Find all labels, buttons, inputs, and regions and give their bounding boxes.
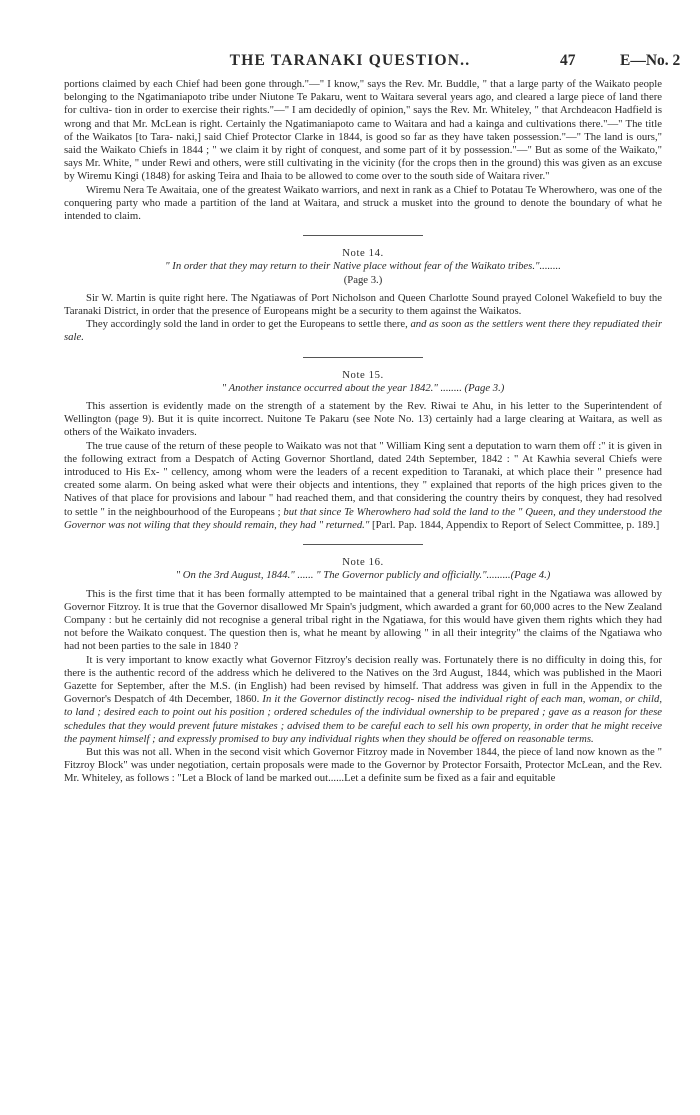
note-15: [64, 369, 662, 532]
section-divider: [303, 357, 423, 358]
emphasized-text: but that since Te Wherowhero had sold the land to the " Queen, and they understood the Governor was not wiling that they should remain, they had " returned.": [64, 505, 662, 531]
text-run: They accordingly sold the land in order to get the Europeans to settle there,: [86, 318, 411, 331]
page-number: 47: [560, 52, 576, 69]
section-divider: [303, 235, 423, 236]
note-paragraph: [64, 440, 662, 532]
note-title: Note 14.: [342, 247, 384, 260]
note-paragraph: [64, 654, 662, 746]
note-paragraph: But this was not all. When in the second visit which Governor Fitzroy made in November 1844, the piece of land now known as the " Fitzroy Block" was under negotiation, certain proposals were made to the Governor by Protector Forsaith, Protector McLean, and the Rev. Mr. Whiteley, as follows : "Let a Block of land be marked out......Let a definite sum be fixed as a fair and equitable: [64, 745, 662, 785]
note-title: Note 16.: [342, 556, 384, 569]
text-run: The true cause of the return of these people to Waikato was not that " William King sent a deputation to warn them off :" it is given in the following extract from a Despatch of Acting Governor Shortland, dated 24th September, 1842 : " At Kawhia several Chiefs were introduced to His Ex- " cellency, among whom were the leaders of a recent expedition to Taranaki, at which place their " presence had created some alarm. On being asked what were their objects and intentions, they " explained that reports of the high prices given to the Natives of that place for provisions and labour " had reached them, and that considering the country theirs by conquest, they had resolved to settle " in the neighbourhood of the Europeans ;: [64, 439, 662, 518]
intro-paragraph-1: portions claimed by each Chief had been gone through."—" I know," says the Rev. Mr. Buddle, " that a large party of the Waikato people belonging to the Ngatimaniapoto tribe under Niutone Te Pakaru, went to Waitara several years ago, and cleared a large piece of land there for cultiva- tion in order to exercise their rights."—" I am decidedly of opinion," says the Rev. Mr. Whiteley, " that Archdeacon Hadfield is wrong and that Mr. McLean is right. Certainly the Ngatimaniapoto came to Waitara and had a kainga and cultivations there."—" The title of the Waikatos [to Tara- naki,] said Chief Protector Clarke in 1844, is good so far as they have taken possession."—" The land is ours," said the Waikato Chiefs in 1844 ; " we claim it by right of conquest, and some part of it by possession."—" But as some of the Waikato," says Mr. White, " under Rewi and others, were still cultivating in the vicinity (for the crops then in the ground) this was given as an excuse by Wiremu Kingi (1848) for asking Teira and Ihaia to be allowed to come over to the south side of Waitara river.": [64, 78, 662, 183]
note-14: [64, 247, 662, 344]
section-divider: [303, 544, 423, 545]
note-page-ref: (Page 3.): [343, 273, 383, 286]
page-header: [0, 52, 700, 72]
note-quote: " On the 3rd August, 1844." ...... " The Governor publicly and officially.".........(Page 4.): [175, 569, 551, 582]
emphasized-text: In it the Governor distinctly recog- nised the individual right of each man, woman, or child, to land ; desired each to point out his position ; ordered schedules of the individual ownership to be prepared ; gave as a reason for these schedules that they would prevent future mistakes ; advised them to be careful each to sell his own property, in order that he might receive the payment himself ; and expressly promised to buy any individual rights when they should be offered on reasonable terms.: [64, 693, 662, 745]
note-paragraph: Sir W. Martin is quite right here. The Ngatiawas of Port Nicholson and Queen Charlotte Sound prayed Colonel Wakefield to buy the Taranaki District, in order that the presence of Europeans might be a security to them against the Waikatos.: [64, 291, 662, 318]
document-reference: E—No. 2: [620, 52, 681, 69]
note-quote: " In order that they may return to their Native place without fear of the Waikato tribes."........: [165, 260, 561, 273]
note-quote: " Another instance occurred about the year 1842." ........ (Page 3.): [221, 381, 505, 394]
note-16: [64, 556, 662, 785]
note-paragraph: [64, 318, 662, 344]
page-body: [64, 78, 662, 786]
note-title: Note 15.: [342, 368, 384, 381]
text-run: It is very important to know exactly what Governor Fitzroy's decision really was. Fortunately there is no difficulty in doing this, for there is the authentic record of the address which he delivered to the Natives on the 3rd August, 1844, which was published in the Maori Gazette for September, after the M.S. (in English) had been revised by himself. That address was given in full in the Appendix to the Governor's Despatch of 4th December, 1860.: [64, 653, 662, 706]
citation: [Parl. Pap. 1844, Appendix to Report of Select Committee, p. 189.]: [369, 518, 660, 531]
note-paragraph: This assertion is evidently made on the strength of a statement by the Rev. Riwai te Ahu, in his letter to the Superintendent of Wellington (page 9). But it is quite incorrect. Nuitone Te Pakaru (see Note No. 13) certainly had a large clearing at Waitara, as well as others of the Waikato invaders.: [64, 400, 662, 439]
note-paragraph: This is the first time that it has been formally attempted to be maintained that a general tribal right in the Ngatiawa was allowed by Governor Fitzroy. It is true that the Governor disallowed Mr Spain's judgment, which awarded a grant for 60,000 acres to the New Zealand Company : but he certainly did not recognise a general tribal right in the Ngatiawa, for this would have given them rights which they had not before the Waikato conquest. The question then is, what he meant by allowing " in all their integrity" the claims of the Ngatiawa who had not been parties to the sale in 1840 ?: [64, 587, 662, 653]
running-title: THE TARANAKI QUESTION..: [229, 52, 471, 69]
intro-paragraph-2: Wiremu Nera Te Awaitaia, one of the greatest Waikato warriors, and next in rank as a Chief to Potatau Te Wherowhero, was one of the conquering party who made a partition of the land at Waitara, and struck a musket into the ground to denote the boundary of what he intended to claim.: [64, 183, 662, 223]
emphasized-text: and as soon as the settlers went there they repudiated their sale.: [64, 318, 662, 344]
